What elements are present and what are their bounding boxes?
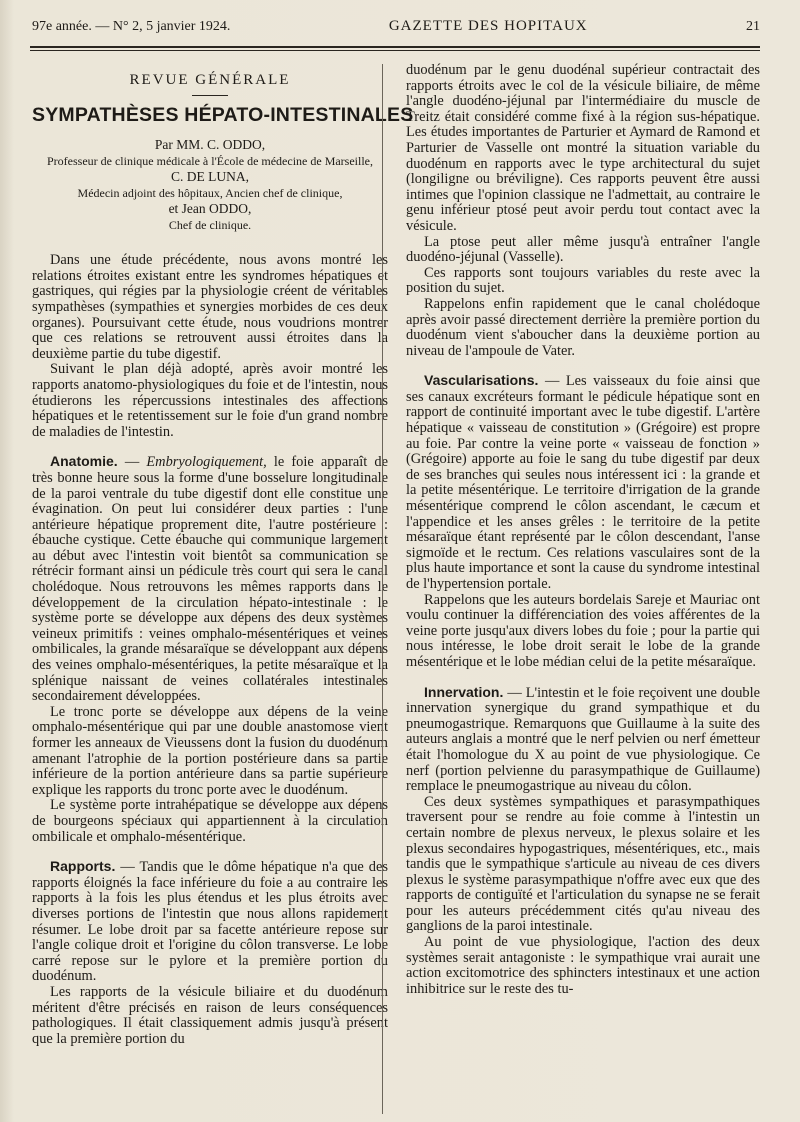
rubric: REVUE GÉNÉRALE [129, 72, 291, 88]
intro-paragraph-2: Suivant le plan déjà adopté, après avoir montré les rapports anatomo-physiologiques du foie et de l'intestin, nous étudierons les répercussions intestinales des affections hépatiques et le retentissement sur le foie d'un grand nombre de maladies de l'intestin. [32, 361, 388, 440]
byline-author-1: Par MM. C. ODDO, [154, 137, 266, 153]
byline-author-2: C. DE LUNA, [171, 169, 249, 185]
anatomie-paragraph-3: Le système porte intrahépatique se développe aux dépens de bourgeons spéciaux qui appartiennent à la circulation ombilicale et omphalo-mésentérique. [32, 797, 388, 845]
right-column [406, 63, 760, 1047]
section-title-vascularisation: Vascularisations. [424, 372, 539, 389]
anatomie-emphasis: Embryologiquement, [146, 454, 267, 471]
innervation-lead: — L'intestin et le foie reçoivent une double innervation synergique du grand sympathique et du pneumogastrique. Remarquons que Guillaume à la suite des auteurs anglais a montré que le nerf pelvien ou nerf émetteur était l'homologue du X au point de vue physiologique. Ce nerf (portion pelvienne du parasympathique de Guillaume) remplace le pneumogastrique au niveau du côlon. [406, 684, 760, 795]
rapports-paragraph-2: Les rapports de la vésicule biliaire et du duodénum méritent d'être précisés en raison de leurs conséquences pathologiques. Il était classiquement admis jusqu'à présent que la première portion du [32, 983, 388, 1047]
vascularisation-lead: — Les vaisseaux du foie ainsi que ses canaux excréteurs formant le pédicule hépatique sont en rapport de continuité important avec le tube digestif. L'artère hépatique « vaisseau de constitution » (Grégoire) est propre au foie. Par contre la veine porte « vaisseau de fonction » (Grégoire) apporte au foie le sang du tube digestif par deux de ses branches qui seules nous intéressent ici : la grande et la petite mésentérique. Le territoire d'irrigation de la grande mésentérique comprend le côlon ascendant, le cæcum et l'appendice et les anses grêles : le territoire de la petite mésaraïque étant représenté par le côlon descendant, l'anse sigmoïde et le rectum. Ces relations vasculaires sont de la plus haute importance et sont la cause du syndrome intestinal de l'hypertension portale. [406, 373, 760, 592]
left-column [32, 63, 414, 1047]
byline [32, 137, 388, 233]
byline-affiliation-2: Médecin adjoint des hôpitaux, Ancien chef de clinique, [77, 186, 343, 201]
anatomie-lead: le foie apparaît de très bonne heure sous la forme d'une bosselure longitudinale de la paroi ventrale du tube digestif dont elle constitue une évagination. On peut lui considérer deux parties : l'une antérieure hépatique proprement dite, l'autre postérieure : ébauche cystique. Cette ébauche qui communique largement au début avec l'intestin voit bientôt sa communication se rétrécir formant ainsi un pédicule très court qui sera le canal cholédoque. Nous retrouvons les mêmes rapports dans le développement de la circulation hépato-intestinale : le système porte se développe aux dépens des deux systèmes veineux primitifs : veines omphalo-mésentériques et veines ombilicales, la grande mésaraïque se développant aux dépens des veines omphalo-mésentériques, la petite mésaraïque et la splénique naissant de veines collatérales intestinales secondairement développées. [32, 454, 388, 705]
section-title-rapports: Rapports. [50, 858, 116, 875]
innervation-paragraph-2: Ces deux systèmes sympathiques et parasympathiques traversent pour se rendre au foie comme à l'intestin un certain nombre de plexus nerveux, le plexus solaire et les plexus secondaires hypogastriques, mésentériques, etc., mais tandis que le sympathique s'articule au niveau de ces divers plexus le système parasympathique n'offre avec eux que des rapports de contiguïté et l'articulation du synapse ne se ferait pour les auteurs précédemment cités qu'au niveau des ganglions de la paroi intestinale. [406, 793, 760, 935]
section-title-innervation: Innervation. [424, 683, 504, 700]
byline-author-3: et Jean ODDO, [168, 201, 252, 217]
column-divider [382, 64, 383, 1114]
rapports-paragraph [32, 859, 388, 985]
issue-line: 97e année. — N° 2, 5 janvier 1924. [32, 19, 231, 34]
page-header [22, 18, 760, 42]
continued-paragraph: duodénum par le genu duodénal supérieur contractait des rapports étroits avec le col de la vésicule biliaire, de même l'angle duodéno-jéjunal par l'intermédiaire du muscle de Treitz était considéré comme fixé à la région sus-hépatique. Les études importantes de Parturier et Aymard de Ramond et Parturier de Vasselle ont montré la situation variable du duodénum en rapports avec le type architectural du sujet (longiligne ou bréviligne). Ces rapports peuvent être aussi intimes que l'opinion classique ne l'admettait, au contraire le genu inférieur ptosé peut avoir perdu tout contact avec la vésicule. [406, 62, 760, 234]
innervation-paragraph-3: Au point de vue physiologique, l'action des deux systèmes serait antagoniste : le sympathique vrai aurait une action excitomotrice des sphincters intestinaux et une action inhibitrice sur le reste des tu- [406, 934, 760, 997]
anatomie-paragraph [32, 454, 388, 705]
vascularisation-paragraph-2: Rappelons que les auteurs bordelais Sareje et Mauriac ont voulu continuer la différenciation des voies afférentes de la veine porte jusqu'aux divers lobes du foie ; pour la partie qui nous intéresse, le lobe droit serait le lobe de la grande mésentérique et le lobe médian celui de la petite mésaraïque. [406, 591, 760, 670]
article-title: SYMPATHÈSES HÉPATO-INTESTINALES [32, 103, 414, 126]
page-number: 21 [746, 19, 760, 34]
intro-paragraph-1: Dans une étude précédente, nous avons montré les relations étroites existant entre les syndromes hépatiques et gastriques, qui régies par la physiologie créent de véritables sympathèses (sympathies et synergies morbides de ces deux organes). Poursuivant cette étude, nous voudrions montrer que ces relations se retrouvent aussi étroites dans la deuxième partie du tube digestif. [32, 252, 388, 362]
anatomie-dash: — [117, 454, 147, 471]
section-title-anatomie: Anatomie. [50, 453, 118, 470]
rubric-rule [192, 95, 228, 96]
choledoque-paragraph: Rappelons enfin rapidement que le canal cholédoque après avoir passé directement derrière la première portion du duodénum vient s'aboucher dans la deuxième portion au niveau de l'ampoule de Vater. [406, 295, 760, 359]
anatomie-paragraph-2: Le tronc porte se développe aux dépens de la veine omphalo-mésentérique qui par une double anastomose vient former les anneaux de Vieussens dont la fusion du duodénum amenant l'atrophie de la portion postérieure dans sa partie inférieure de la portion antérieure dans sa partie supérieure explique les rapports du tronc porte avec le duodénum. [32, 703, 388, 798]
vascularisation-paragraph [406, 373, 760, 592]
article-columns [22, 63, 760, 1047]
position-paragraph: Ces rapports sont toujours variables du reste avec la position du sujet. [406, 264, 760, 297]
byline-affiliation-3: Chef de clinique. [168, 218, 252, 233]
innervation-paragraph [406, 685, 760, 795]
journal-name: GAZETTE DES HOPITAUX [388, 18, 588, 34]
header-rule-thick [30, 46, 760, 48]
rapports-lead: — Tandis que le dôme hépatique n'a que des rapports éloignés la face inférieure du foie a au contraire les rapports à la fois les plus étendus et les plus étroits avec diverses portions de l'intestin que nous allons rapidement résumer. Le lobe droit par sa facette antérieure repose sur l'angle colique droit et l'origine du côlon transverse. Le lobe carré repose sur le pylore et la première portion du duodénum. [32, 859, 388, 985]
header-rule-thin [30, 50, 760, 51]
byline-affiliation-1: Professeur de clinique médicale à l'École de médecine de Marseille, [46, 154, 374, 169]
ptose-paragraph: La ptose peut aller même jusqu'à entraîner l'angle duodéno-jéjunal (Vasselle). [406, 233, 760, 266]
